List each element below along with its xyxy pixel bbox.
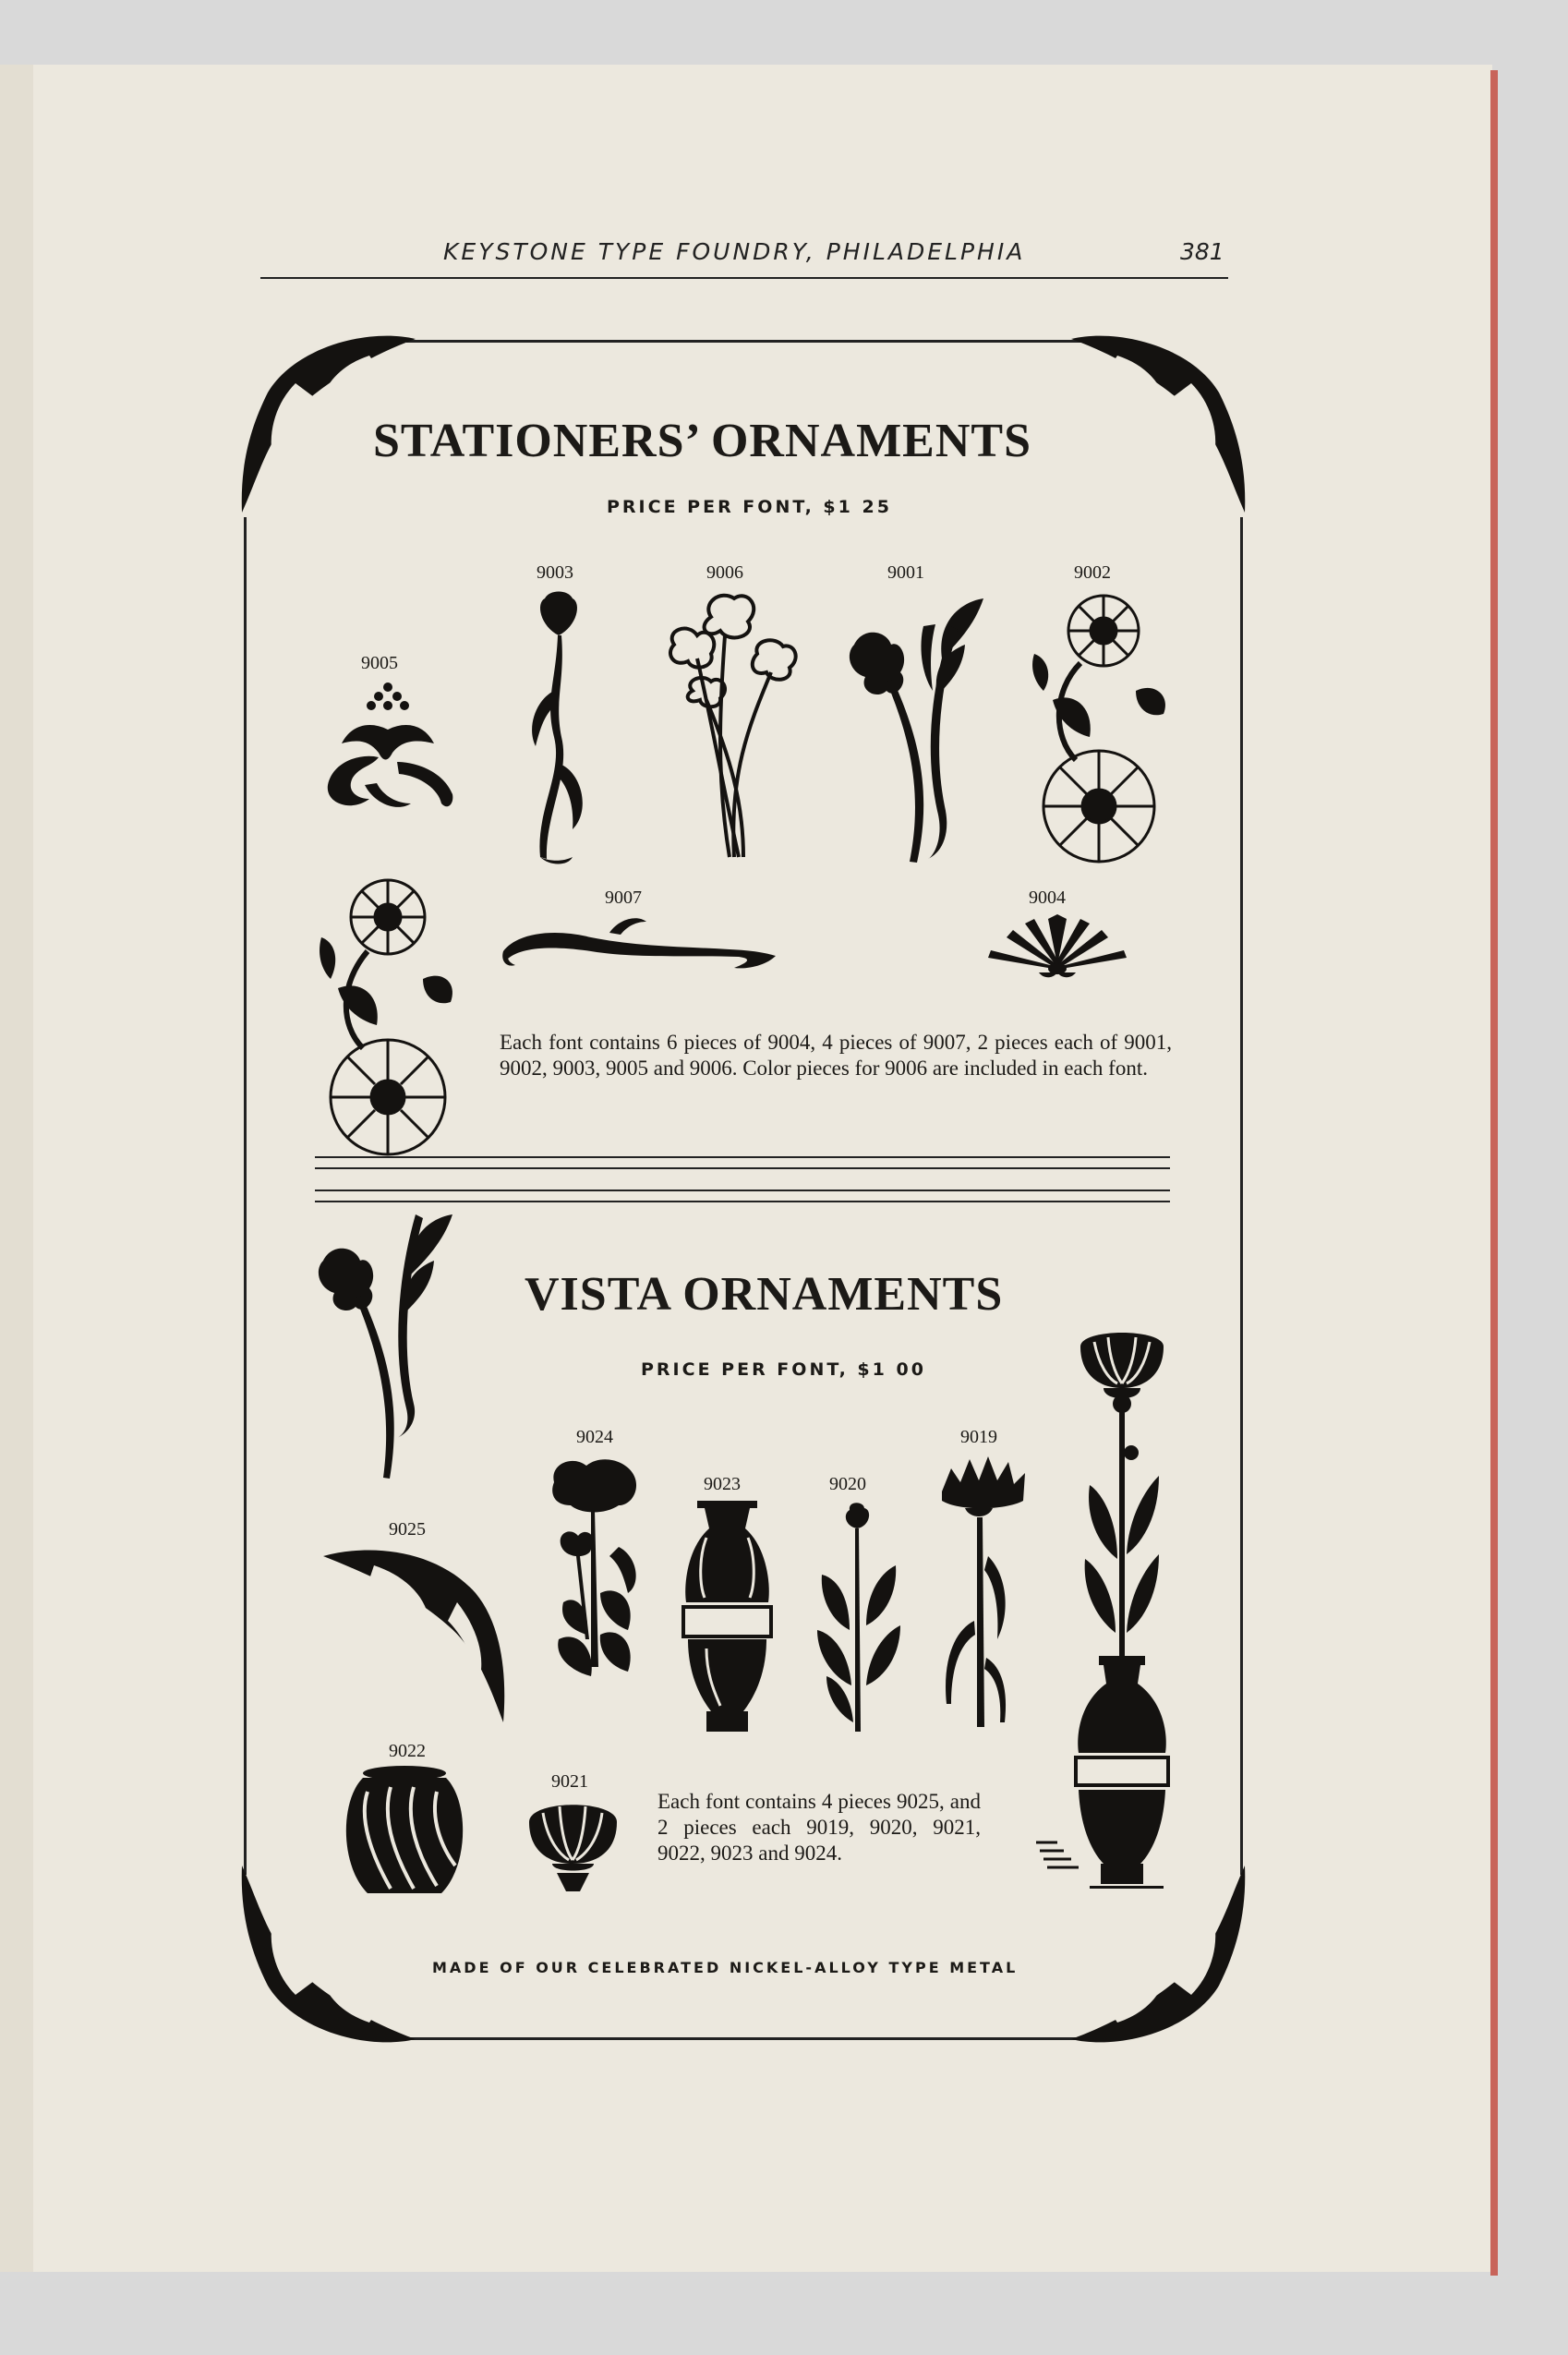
daisy-stem-ornament-icon: [312, 873, 460, 1159]
item-number: 9020: [829, 1474, 866, 1494]
poppy-plant-ornament-icon: [545, 1455, 646, 1695]
running-head: KEYSTONE TYPE FOUNDRY, PHILADELPHIA: [443, 238, 1026, 265]
corner-leaf-ornament: [1062, 328, 1256, 522]
poppy-bouquet-ornament-icon: [665, 589, 803, 866]
footer-note: MADE OF OUR CELEBRATED NICKEL-ALLOY TYPE METAL: [432, 1959, 1019, 1976]
header-rule: [260, 277, 1228, 279]
frame-right: [1240, 517, 1243, 1875]
thistle-bloom-ornament-icon: [525, 1799, 621, 1896]
leaf-stem-ornament-icon: [845, 589, 993, 866]
swash-rule-ornament-icon: [499, 914, 780, 979]
frame-left: [244, 517, 247, 1875]
item-number: 9023: [704, 1474, 741, 1494]
item-number: 9022: [389, 1741, 426, 1761]
section-divider: [315, 1190, 1170, 1191]
item-number: 9024: [576, 1427, 613, 1447]
vista-note: Each font contains 4 pieces 9025, and 2 pieces each 9019, 9020, 9021, 9022, 9023 and 9024.: [657, 1790, 981, 1865]
corner-leaf-ornament-icon: [319, 1538, 513, 1732]
frame-bottom: [406, 2037, 1108, 2040]
flower-stem-ornament-icon: [813, 1501, 905, 1736]
shading-lines-ornament: [1034, 1838, 1080, 1875]
item-number: 9025: [389, 1519, 426, 1540]
thistle-vase-ornament-icon: [1071, 1328, 1173, 1891]
tulip-stem-ornament-icon: [517, 589, 600, 871]
section-divider: [315, 1167, 1170, 1169]
daisy-stem-ornament-icon: [1025, 589, 1173, 871]
item-number: 9004: [1029, 888, 1066, 908]
leaf-stem-ornament-icon: [314, 1205, 462, 1487]
item-number: 9006: [706, 562, 743, 583]
item-number: 9001: [887, 562, 924, 583]
carnation-ornament-icon: [933, 1455, 1034, 1732]
item-number: 9007: [605, 888, 642, 908]
vista-heading: VISTA ORNAMENTS: [525, 1268, 1004, 1321]
stationers-price: PRICE PER FONT, $1 25: [607, 497, 892, 517]
frame-top: [406, 340, 1108, 343]
stationers-note: Each font contains 6 pieces of 9004, 4 pieces of 9007, 2 pieces each of 9001, 9002, 9003, 9005 and 9006. Color pieces for 9006 are included in each font.: [500, 1031, 1172, 1080]
page-number: 381: [1180, 238, 1224, 265]
section-divider: [315, 1201, 1170, 1202]
item-number: 9005: [361, 653, 398, 673]
red-page-edge: [1490, 70, 1498, 2276]
swirl-jar-ornament-icon: [340, 1764, 469, 1902]
item-number: 9002: [1074, 562, 1111, 583]
section-divider: [315, 1156, 1170, 1158]
vase-ornament-icon: [679, 1501, 776, 1736]
scroll-ornament-icon: [314, 674, 462, 822]
item-number: 9019: [960, 1427, 997, 1447]
vista-price: PRICE PER FONT, $1 00: [641, 1359, 926, 1380]
stationers-heading: STATIONERS’ ORNAMENTS: [373, 415, 1031, 467]
item-number: 9003: [537, 562, 573, 583]
item-number: 9021: [551, 1771, 588, 1792]
fan-palmette-ornament-icon: [983, 910, 1131, 979]
